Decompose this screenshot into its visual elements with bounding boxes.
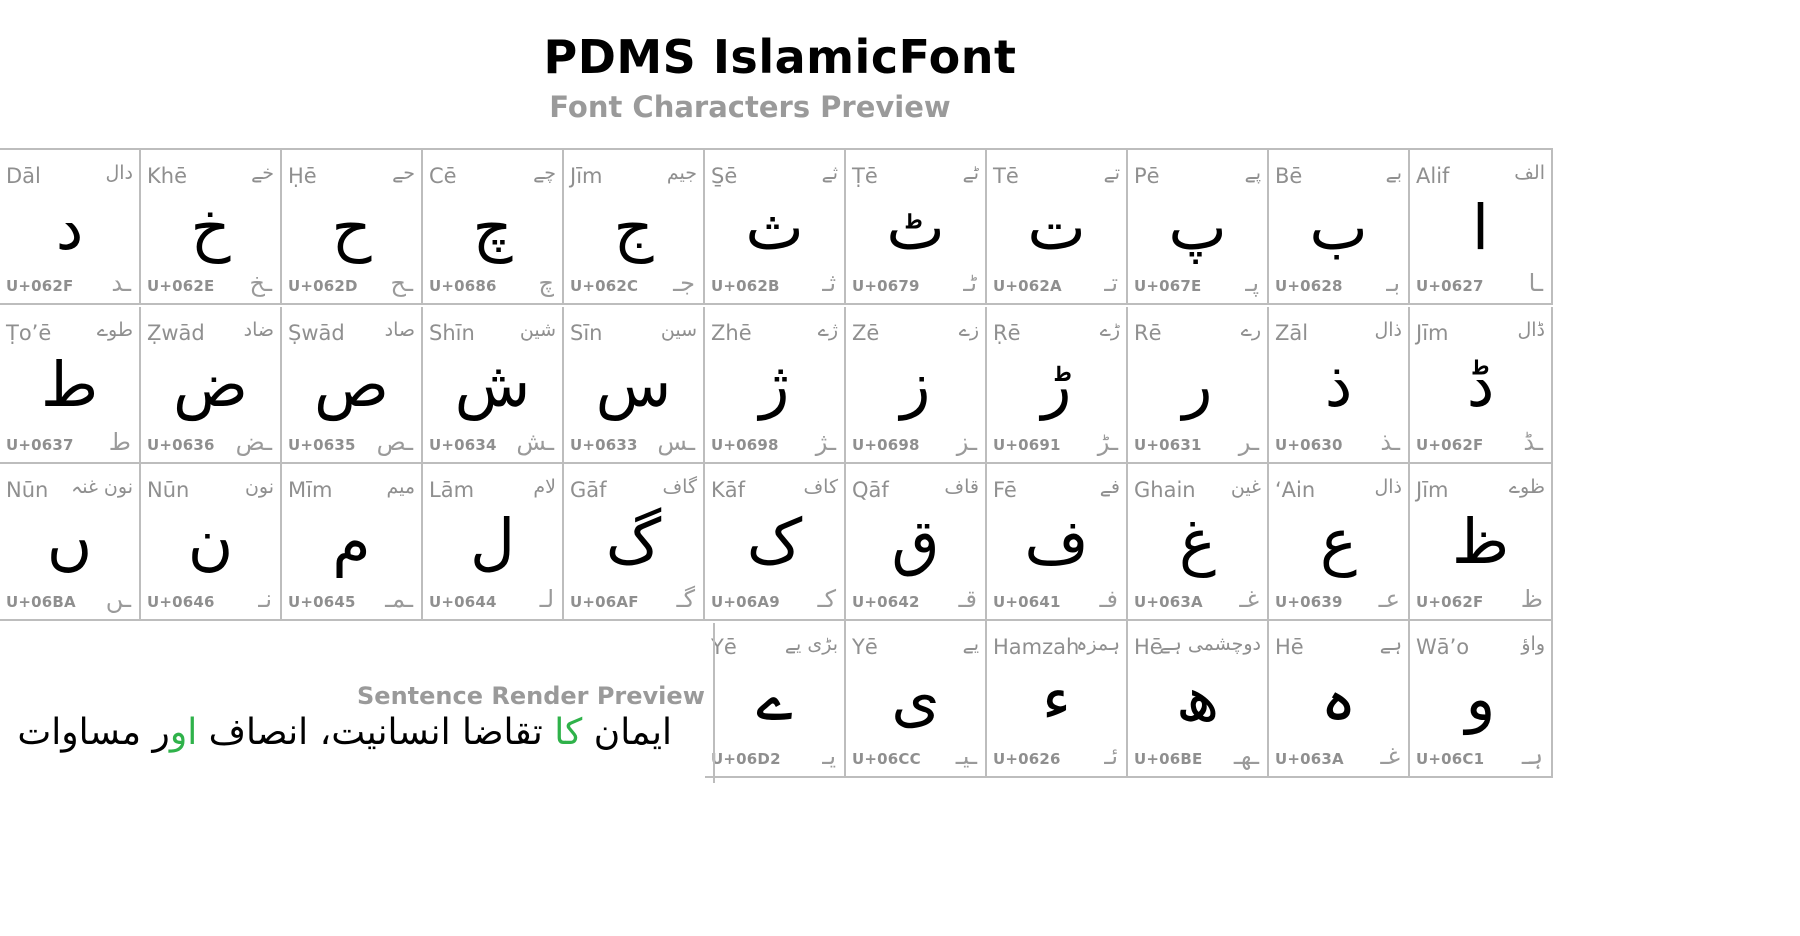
char-urdu-name: یے: [962, 633, 979, 655]
char-cell: [141, 464, 282, 621]
char-name: Cē: [429, 164, 457, 188]
char-codepoint: U+06AF: [570, 593, 639, 611]
char-glyph: ط: [40, 348, 99, 421]
char-joined-form: ـمـ: [385, 585, 413, 613]
char-joined-form: غـ: [1380, 742, 1400, 770]
char-joined-form: ـذ: [1380, 428, 1400, 456]
char-urdu-name: طوے: [96, 319, 133, 341]
char-name: Khē: [147, 164, 188, 188]
char-name: ‘Ain: [1275, 478, 1316, 502]
char-glyph: غ: [1179, 505, 1216, 578]
sentence-preview-text: [17, 712, 672, 753]
char-urdu-name: صاد: [384, 319, 415, 341]
char-name: Hamzah: [993, 635, 1080, 659]
char-name: Shīn: [429, 321, 475, 345]
char-urdu-name: چے: [533, 162, 556, 184]
char-cell: [846, 307, 987, 464]
char-joined-form: ئـ: [1104, 742, 1118, 770]
char-urdu-name: ژے: [817, 319, 838, 341]
char-cell: [1128, 464, 1269, 621]
char-urdu-name: غین: [1230, 476, 1261, 498]
char-urdu-name: واؤ: [1521, 633, 1545, 655]
char-name: Alif: [1416, 164, 1450, 188]
char-codepoint: U+0633: [570, 436, 638, 454]
char-joined-form: عـ: [1378, 585, 1400, 613]
char-cell: [564, 464, 705, 621]
char-codepoint: U+0636: [147, 436, 215, 454]
char-glyph: ڈ: [1466, 348, 1495, 421]
char-name: Yē: [852, 635, 878, 659]
char-name: Jīm: [1416, 321, 1449, 345]
char-joined-form: ٹـ: [963, 269, 977, 297]
char-cell: [846, 464, 987, 621]
char-cell: [423, 464, 564, 621]
char-codepoint: U+062B: [711, 277, 780, 295]
char-cell: [1269, 148, 1410, 305]
char-glyph: ل: [469, 505, 516, 578]
char-name: Ṣwād: [288, 321, 345, 345]
char-urdu-name: کاف: [803, 476, 838, 498]
char-glyph: ض: [173, 348, 248, 421]
char-glyph: ا: [1471, 191, 1490, 264]
char-glyph: ب: [1309, 191, 1368, 264]
char-glyph: و: [1465, 662, 1496, 735]
char-joined-form: ـھـ: [1233, 742, 1259, 770]
char-codepoint: U+0642: [852, 593, 920, 611]
char-joined-form: بـ: [1386, 269, 1400, 297]
char-codepoint: U+063A: [1134, 593, 1203, 611]
char-codepoint: U+0641: [993, 593, 1061, 611]
char-joined-form: فـ: [1099, 585, 1118, 613]
char-glyph: خ: [190, 191, 231, 264]
char-urdu-name: ہمزہ: [1076, 633, 1120, 655]
char-joined-form: ـز: [956, 428, 977, 456]
char-glyph: ء: [1041, 662, 1072, 735]
char-glyph: ع: [1320, 505, 1357, 578]
char-cell: [282, 307, 423, 464]
char-urdu-name: زے: [958, 319, 979, 341]
char-cell: [987, 621, 1128, 778]
char-codepoint: U+062F: [1416, 593, 1484, 611]
char-glyph: ن: [187, 505, 234, 578]
char-cell: [705, 464, 846, 621]
char-name: Rē: [1134, 321, 1162, 345]
char-cell: [423, 148, 564, 305]
char-urdu-name: نون غنہ: [71, 476, 133, 498]
char-glyph: ز: [900, 348, 931, 421]
char-codepoint: U+0639: [1275, 593, 1343, 611]
char-urdu-name: بے: [1385, 162, 1402, 184]
char-cell: [282, 148, 423, 305]
char-codepoint: U+0698: [852, 436, 920, 454]
char-name: Zhē: [711, 321, 752, 345]
char-codepoint: U+062F: [6, 277, 74, 295]
char-urdu-name: قاف: [944, 476, 979, 498]
char-glyph: ص: [314, 348, 389, 421]
char-glyph: ج: [613, 191, 654, 264]
char-glyph: گ: [605, 505, 662, 578]
char-urdu-name: ذال: [1374, 319, 1402, 341]
char-codepoint: U+0691: [993, 436, 1061, 454]
char-joined-form: تـ: [1104, 269, 1118, 297]
char-glyph: ہ: [1320, 662, 1357, 735]
char-name: Zē: [852, 321, 880, 345]
char-cell: [705, 307, 846, 464]
char-name: Mīm: [288, 478, 333, 502]
char-joined-form: ـد: [111, 269, 131, 297]
char-codepoint: U+0644: [429, 593, 497, 611]
char-joined-form: پـ: [1245, 269, 1259, 297]
char-name: Ḥē: [288, 164, 317, 188]
char-codepoint: U+06D2: [711, 750, 781, 768]
char-codepoint: U+06A9: [711, 593, 780, 611]
char-joined-form: ـژ: [815, 428, 836, 456]
char-codepoint: U+0679: [852, 277, 920, 295]
char-glyph: ژ: [759, 348, 790, 421]
char-joined-form: غـ: [1239, 585, 1259, 613]
char-codepoint: U+06BA: [6, 593, 76, 611]
char-urdu-name: دوچشمی ہے: [1159, 633, 1261, 655]
char-name: Nūn: [147, 478, 190, 502]
char-name: Ẓwād: [147, 321, 205, 345]
char-urdu-name: میم: [386, 476, 415, 498]
char-name: Gāf: [570, 478, 607, 502]
char-name: S̱ē: [711, 164, 738, 188]
char-name: Yē: [711, 635, 737, 659]
char-joined-form: گـ: [676, 585, 695, 613]
char-glyph: ی: [891, 662, 940, 735]
char-joined-form: ـح: [390, 269, 413, 297]
char-codepoint: U+063A: [1275, 750, 1344, 768]
char-cell: [1128, 148, 1269, 305]
char-urdu-name: لام: [533, 476, 556, 498]
char-name: Ṭē: [852, 164, 878, 188]
char-cell: [1128, 621, 1269, 778]
char-codepoint: U+0686: [429, 277, 497, 295]
char-glyph: ح: [331, 191, 372, 264]
char-codepoint: U+062C: [570, 277, 639, 295]
char-cell: [1410, 148, 1553, 305]
char-joined-form: ـص: [376, 428, 413, 456]
page-subtitle: Font Characters Preview: [549, 90, 951, 124]
char-cell: [564, 307, 705, 464]
char-joined-form: ـا: [1528, 269, 1543, 297]
char-urdu-name: ضاد: [243, 319, 274, 341]
char-cell: [141, 148, 282, 305]
char-glyph: ظ: [1451, 505, 1510, 578]
char-joined-form: ـخ: [249, 269, 272, 297]
char-joined-form: ثـ: [822, 269, 836, 297]
char-codepoint: U+0635: [288, 436, 356, 454]
sentence-highlight: کا: [554, 712, 583, 753]
char-cell: [987, 464, 1128, 621]
char-glyph: چ: [472, 191, 513, 264]
sentence-segment: ایمان: [582, 712, 672, 753]
sentence-highlight: او: [169, 712, 198, 753]
char-urdu-name: جیم: [666, 162, 697, 184]
sentence-preview-label: Sentence Render Preview: [357, 682, 705, 710]
char-urdu-name: ثے: [821, 162, 838, 184]
char-joined-form: نـ: [258, 585, 272, 613]
char-cell: [705, 621, 846, 778]
char-name: Tē: [993, 164, 1019, 188]
char-name: Hē: [1275, 635, 1304, 659]
char-name: Dāl: [6, 164, 41, 188]
char-name: Pē: [1134, 164, 1160, 188]
char-codepoint: U+06C1: [1416, 750, 1485, 768]
char-name: Wā’o: [1416, 635, 1470, 659]
char-urdu-name: پے: [1244, 162, 1261, 184]
char-urdu-name: ٹے: [962, 162, 979, 184]
char-glyph: ٹ: [886, 191, 945, 264]
char-glyph: ذ: [1324, 348, 1353, 421]
char-joined-form: ـض: [235, 428, 272, 456]
char-joined-form: لـ: [539, 585, 554, 613]
char-urdu-name: ظوے: [1508, 476, 1545, 498]
char-codepoint: U+067E: [1134, 277, 1202, 295]
char-name: Ghain: [1134, 478, 1196, 502]
char-joined-form: ـش: [516, 428, 554, 456]
char-cell: [0, 148, 141, 305]
char-joined-form: جـ: [673, 269, 695, 297]
char-codepoint: U+06BE: [1134, 750, 1203, 768]
char-codepoint: U+062F: [1416, 436, 1484, 454]
sentence-segment: ر مساوات: [17, 712, 170, 753]
char-codepoint: U+0631: [1134, 436, 1202, 454]
char-name: Bē: [1275, 164, 1303, 188]
char-codepoint: U+06CC: [852, 750, 921, 768]
char-name: Hē: [1134, 635, 1163, 659]
char-urdu-name: ڈال: [1517, 319, 1545, 341]
char-codepoint: U+062A: [993, 277, 1062, 295]
char-joined-form: ـس: [657, 428, 695, 456]
char-name: Lām: [429, 478, 475, 502]
char-urdu-name: فے: [1099, 476, 1120, 498]
char-joined-form: ـڈ: [1523, 428, 1543, 456]
char-cell: [141, 307, 282, 464]
char-cell: [1269, 621, 1410, 778]
char-urdu-name: تے: [1103, 162, 1120, 184]
char-name: Nūn: [6, 478, 49, 502]
char-urdu-name: گاف: [662, 476, 697, 498]
char-joined-form: قـ: [958, 585, 977, 613]
char-glyph: ے: [756, 662, 793, 735]
char-cell: [1128, 307, 1269, 464]
char-name: Fē: [993, 478, 1017, 502]
char-glyph: ک: [746, 505, 803, 578]
char-cell: [846, 621, 987, 778]
char-urdu-name: ذال: [1374, 476, 1402, 498]
char-joined-form: ـر: [1238, 428, 1259, 456]
char-codepoint: U+062D: [288, 277, 358, 295]
char-codepoint: U+0637: [6, 436, 74, 454]
char-urdu-name: رے: [1240, 319, 1261, 341]
char-urdu-name: الف: [1514, 162, 1545, 184]
char-codepoint: U+062E: [147, 277, 215, 295]
char-urdu-name: شین: [519, 319, 556, 341]
char-cell: [1410, 464, 1553, 621]
char-joined-form: کـ: [817, 585, 836, 613]
char-joined-form: ـیـ: [955, 742, 977, 770]
char-glyph: ت: [1027, 191, 1086, 264]
char-cell: [846, 148, 987, 305]
char-cell: [987, 148, 1128, 305]
char-codepoint: U+0646: [147, 593, 215, 611]
char-glyph: ڑ: [1041, 348, 1072, 421]
char-glyph: ر: [1182, 348, 1213, 421]
char-glyph: ش: [454, 348, 531, 421]
char-glyph: س: [595, 348, 672, 421]
char-joined-form: ظ: [1520, 585, 1543, 613]
char-name: Jīm: [1416, 478, 1449, 502]
char-cell: [423, 307, 564, 464]
char-codepoint: U+0628: [1275, 277, 1343, 295]
sentence-segment: تقاضا انسانیت، انصاف: [197, 712, 555, 753]
char-urdu-name: ڑے: [1099, 319, 1120, 341]
char-joined-form: ـں: [105, 585, 131, 613]
char-cell: [705, 148, 846, 305]
char-cell: [1410, 307, 1553, 464]
char-codepoint: U+0634: [429, 436, 497, 454]
char-name: Qāf: [852, 478, 889, 502]
char-codepoint: U+0630: [1275, 436, 1343, 454]
char-glyph: د: [55, 191, 84, 264]
char-cell: [564, 148, 705, 305]
char-joined-form: ط: [108, 428, 131, 456]
char-joined-form: ـڑ: [1097, 428, 1118, 456]
char-joined-form: ہـ: [1521, 742, 1543, 770]
char-name: Jīm: [570, 164, 603, 188]
char-name: Ṛē: [993, 321, 1021, 345]
char-name: Zāl: [1275, 321, 1309, 345]
char-glyph: ھ: [1175, 662, 1220, 735]
char-name: Sīn: [570, 321, 603, 345]
char-glyph: ق: [891, 505, 940, 578]
char-codepoint: U+0645: [288, 593, 356, 611]
char-codepoint: U+0626: [993, 750, 1061, 768]
page-title: PDMS IslamicFont: [543, 30, 1017, 84]
char-cell: [1269, 307, 1410, 464]
char-urdu-name: ہے: [1379, 633, 1402, 655]
char-glyph: ث: [745, 191, 804, 264]
char-urdu-name: بڑی یے: [784, 633, 838, 655]
char-name: Ṭo’ē: [6, 321, 52, 345]
char-cell: [1269, 464, 1410, 621]
char-joined-form: چ: [538, 269, 554, 297]
char-urdu-name: نون: [244, 476, 274, 498]
char-codepoint: U+0698: [711, 436, 779, 454]
char-cell: [987, 307, 1128, 464]
char-name: Kāf: [711, 478, 746, 502]
char-glyph: م: [332, 505, 371, 578]
char-cell: [1410, 621, 1553, 778]
char-urdu-name: دال: [105, 162, 133, 184]
char-glyph: ں: [46, 505, 93, 578]
char-urdu-name: حے: [392, 162, 415, 184]
char-glyph: ف: [1024, 505, 1089, 578]
char-urdu-name: سین: [660, 319, 697, 341]
char-codepoint: U+0627: [1416, 277, 1484, 295]
char-cell: [282, 464, 423, 621]
char-joined-form: یـ: [822, 742, 836, 770]
char-cell: [0, 464, 141, 621]
char-cell: [0, 307, 141, 464]
char-glyph: پ: [1168, 191, 1227, 264]
char-urdu-name: خے: [251, 162, 274, 184]
